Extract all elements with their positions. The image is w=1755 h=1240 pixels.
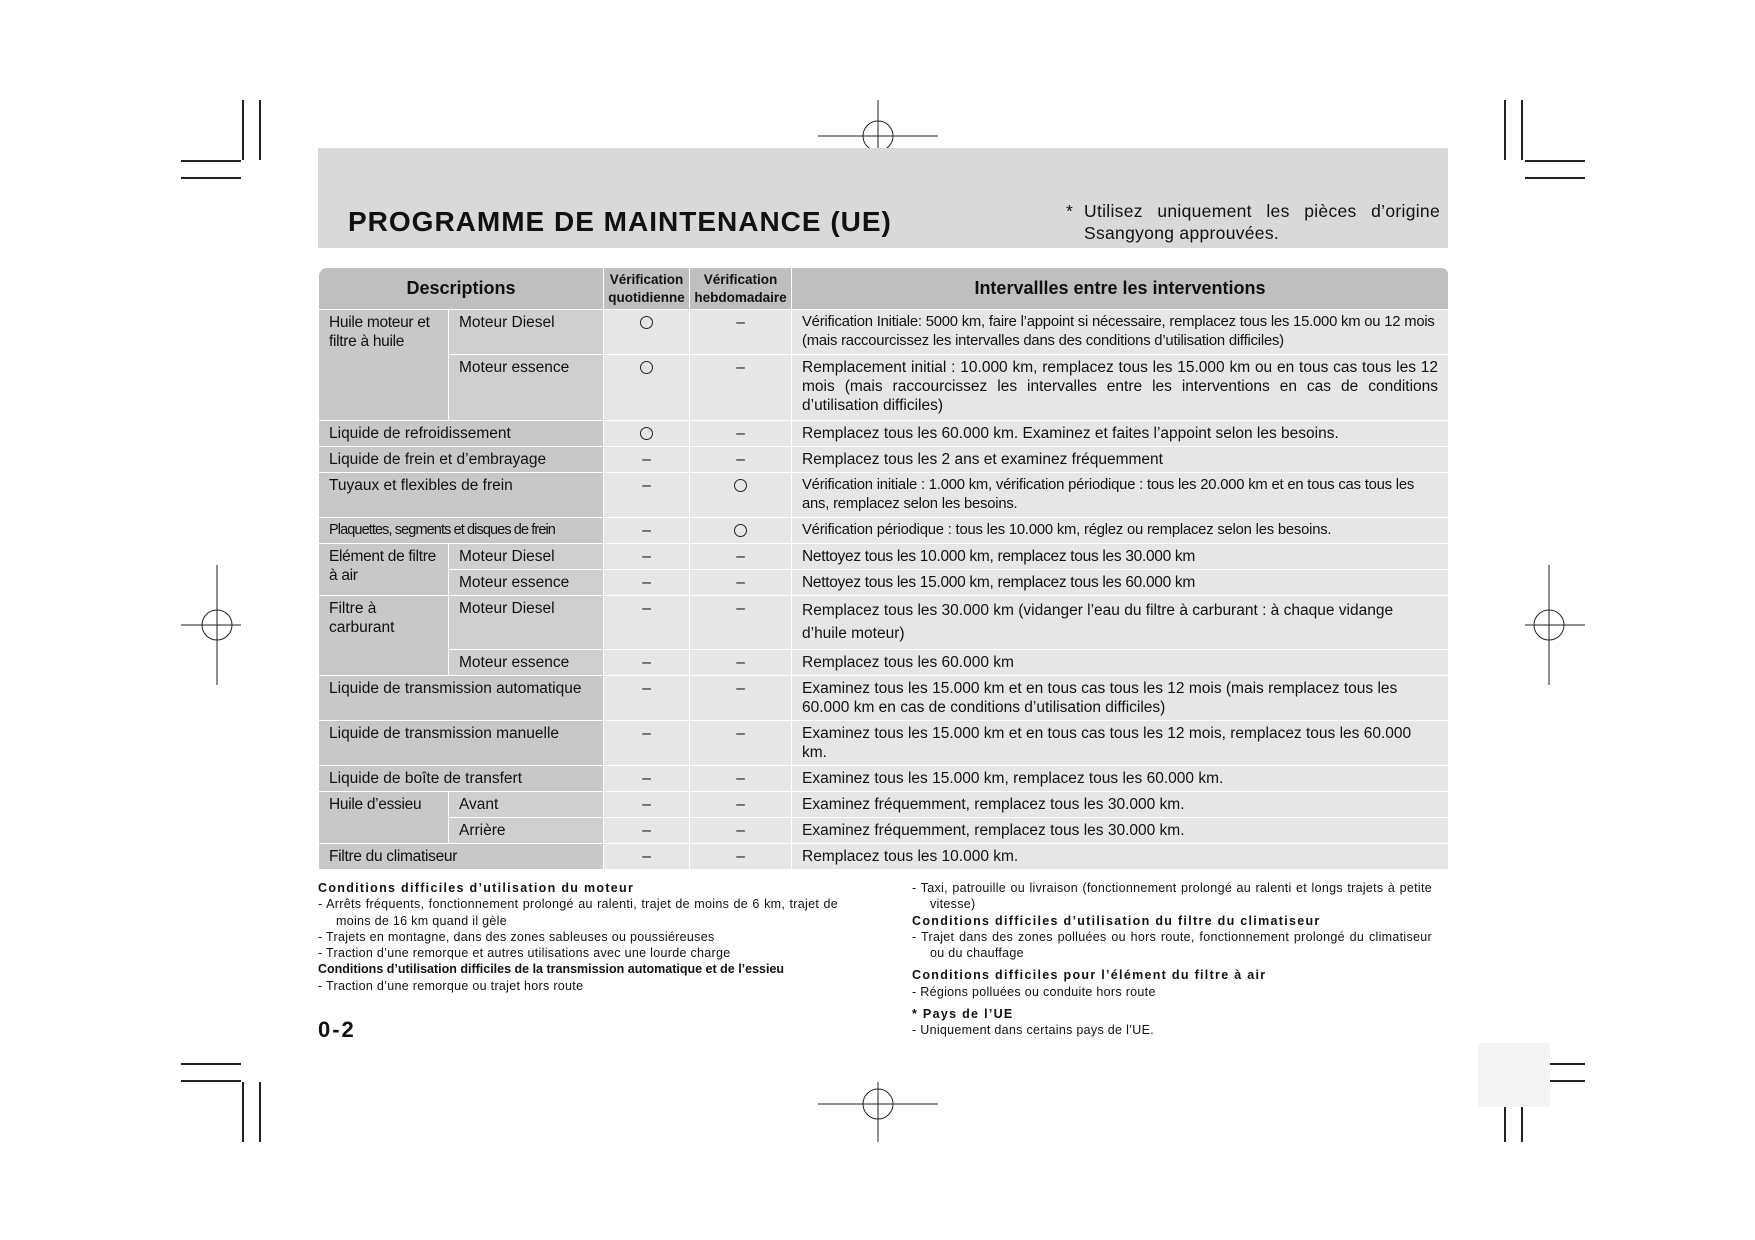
table-row	[319, 721, 1449, 766]
interval-cell: Examinez tous les 15.000 km et en tous cas tous les 12 mois, remplacez tous les 60.000 km.	[792, 721, 1449, 766]
row-sub-rear: Arrière	[449, 818, 604, 844]
note-line-1: Utilisez uniquement les pièces d’origine	[1084, 201, 1440, 221]
header-intervals: Intervallles entre les interventions	[792, 268, 1449, 310]
table-row	[319, 544, 1449, 570]
row-sub-petrol: Moteur essence	[449, 355, 604, 421]
notes-item: - Uniquement dans certains pays de l’UE.	[912, 1023, 1154, 1038]
table-row	[319, 766, 1449, 792]
row-automatic-transmission: Liquide de transmission automatique	[319, 676, 604, 721]
table-row	[319, 473, 1449, 518]
weekly-check-cell: –	[690, 818, 792, 844]
weekly-check-cell: –	[690, 650, 792, 676]
check-circle-icon	[640, 316, 653, 329]
row-sub-diesel: Moteur Diesel	[449, 596, 604, 650]
weekly-check-cell	[690, 473, 792, 518]
interval-cell: Remplacez tous les 2 ans et examinez fréquemment	[792, 447, 1449, 473]
table-row	[319, 596, 1449, 650]
notes-heading: Conditions difficiles d’utilisation du moteur	[318, 881, 635, 895]
row-sub-diesel: Moteur Diesel	[449, 310, 604, 355]
interval-cell: Remplacement initial : 10.000 km, remplacez tous les 15.000 km ou en tous cas tous les 12 mois (mais raccourcissez les intervalles entre les interventions en cas de conditions d’utilisation difficiles)	[792, 355, 1449, 421]
interval-cell: Vérification périodique : tous les 10.000 km, réglez ou remplacez selon les besoins.	[792, 518, 1449, 544]
notes-item: - Régions polluées ou conduite hors route	[912, 984, 1156, 999]
note-line-2: Ssangyong approuvées.	[1084, 223, 1280, 243]
interval-cell: Remplacez tous les 30.000 km (vidanger l’eau du filtre à carburant : à chaque vidange d’huile moteur)	[792, 596, 1449, 650]
daily-check-cell: –	[604, 676, 690, 721]
daily-check-cell: –	[604, 721, 690, 766]
interval-cell: Examinez tous les 15.000 km et en tous cas tous les 12 mois (mais remplacez tous les 60.000 km en cas de conditions d’utilisation difficiles)	[792, 676, 1449, 721]
interval-cell: Examinez fréquemment, remplacez tous les 30.000 km.	[792, 792, 1449, 818]
daily-check-cell: –	[604, 544, 690, 570]
notes-heading: * Pays de l’UE	[912, 1007, 1014, 1022]
row-category-fuel-filter: Filtre à carburant	[319, 596, 449, 676]
notes-heading: Conditions difficiles d’utilisation du filtre du climatiseur	[912, 913, 1321, 928]
interval-cell: Remplacez tous les 60.000 km. Examinez et faites l’appoint selon les besoins.	[792, 421, 1449, 447]
row-sub-petrol: Moteur essence	[449, 650, 604, 676]
row-transfer-case: Liquide de boîte de transfert	[319, 766, 604, 792]
table-row	[319, 421, 1449, 447]
table-row	[319, 355, 1449, 421]
notes-item: - Taxi, patrouille ou livraison (fonctionnement prolongé au ralenti et longs trajets à petite vitesse)	[912, 881, 1432, 912]
daily-check-cell: –	[604, 447, 690, 473]
weekly-check-cell: –	[690, 447, 792, 473]
table-header-row	[319, 268, 1449, 310]
interval-cell: Nettoyez tous les 10.000 km, remplacez tous les 30.000 km	[792, 544, 1449, 570]
daily-check-cell: –	[604, 844, 690, 870]
daily-check-cell: –	[604, 650, 690, 676]
table-row	[319, 518, 1449, 544]
interval-cell: Examinez fréquemment, remplacez tous les 30.000 km.	[792, 818, 1449, 844]
interval-cell: Nettoyez tous les 15.000 km, remplacez tous les 60.000 km	[792, 570, 1449, 596]
daily-check-cell: –	[604, 596, 690, 650]
row-manual-transmission: Liquide de transmission manuelle	[319, 721, 604, 766]
table-row	[319, 310, 1449, 355]
row-sub-front: Avant	[449, 792, 604, 818]
check-circle-icon	[734, 479, 747, 492]
row-category-air-filter: Elément de filtre à air	[319, 544, 449, 596]
weekly-check-cell: –	[690, 766, 792, 792]
table-row	[319, 570, 1449, 596]
weekly-check-cell: –	[690, 792, 792, 818]
check-circle-icon	[640, 361, 653, 374]
weekly-check-cell: –	[690, 844, 792, 870]
notes-item: - Trajet dans des zones polluées ou hors route, fonctionnement prolongé du climatiseur ou du chauffage	[912, 929, 1432, 961]
daily-check-cell	[604, 355, 690, 421]
notes-item: - Trajets en montagne, dans des zones sableuses ou poussiéreuses	[318, 929, 715, 944]
row-brake-hoses: Tuyaux et flexibles de frein	[319, 473, 604, 518]
notes-heading: Conditions d’utilisation difficiles de la transmission automatique et de l’essieu	[318, 962, 785, 977]
daily-check-cell: –	[604, 570, 690, 596]
table-row	[319, 792, 1449, 818]
daily-check-cell: –	[604, 473, 690, 518]
table-row	[319, 844, 1449, 870]
row-brake-fluid: Liquide de frein et d’embrayage	[319, 447, 604, 473]
notes-item: - Traction d’une remorque ou trajet hors route	[318, 978, 584, 993]
row-coolant: Liquide de refroidissement	[319, 421, 604, 447]
daily-check-cell	[604, 310, 690, 355]
weekly-check-cell	[690, 518, 792, 544]
header-descriptions: Descriptions	[319, 268, 604, 310]
row-category-axle-oil: Huile d’essieu	[319, 792, 449, 844]
notes-item: - Arrêts fréquents, fonctionnement prolongé au ralenti, trajet de moins de 6 km, trajet de moins de 16 km quand il gèle	[318, 897, 838, 928]
interval-cell: Vérification initiale : 1.000 km, vérification périodique : tous les 20.000 km et en tous cas tous les ans, remplacez selon les besoins.	[792, 473, 1449, 518]
weekly-check-cell: –	[690, 570, 792, 596]
table-row	[319, 818, 1449, 844]
row-sub-petrol: Moteur essence	[449, 570, 604, 596]
notes-left	[318, 880, 838, 994]
registration-mark-bottom	[818, 1082, 938, 1142]
thumb-tab	[1478, 1043, 1550, 1107]
row-sub-diesel: Moteur Diesel	[449, 544, 604, 570]
interval-cell: Vérification Initiale: 5000 km, faire l’appoint si nécessaire, remplacez tous les 15.000 km ou 12 mois (mais raccourcissez les intervalles dans des conditions d’utilisation difficiles)	[792, 310, 1449, 355]
table-row	[319, 676, 1449, 721]
daily-check-cell: –	[604, 818, 690, 844]
header-weekly-check: Vérification hebdomadaire	[690, 268, 792, 310]
notes-right	[912, 880, 1432, 1039]
header-note	[1066, 200, 1440, 244]
maintenance-table	[318, 267, 1449, 870]
check-circle-icon	[640, 427, 653, 440]
weekly-check-cell: –	[690, 310, 792, 355]
weekly-check-cell: –	[690, 676, 792, 721]
row-brake-pads: Plaquettes, segments et disques de frein	[319, 518, 604, 544]
check-circle-icon	[734, 524, 747, 537]
interval-cell: Remplacez tous les 60.000 km	[792, 650, 1449, 676]
row-category-engine-oil: Huile moteur et filtre à huile	[319, 310, 449, 421]
daily-check-cell: –	[604, 766, 690, 792]
weekly-check-cell: –	[690, 421, 792, 447]
notes-item: - Traction d’une remorque et autres utilisations avec une lourde charge	[318, 946, 731, 961]
daily-check-cell: –	[604, 518, 690, 544]
row-ac-filter: Filtre du climatiseur	[319, 844, 604, 870]
interval-cell: Remplacez tous les 10.000 km.	[792, 844, 1449, 870]
registration-mark-left	[181, 565, 241, 685]
registration-mark-right	[1525, 565, 1585, 685]
page-number: 0-2	[318, 1017, 356, 1042]
table-row	[319, 447, 1449, 473]
table-row	[319, 650, 1449, 676]
page-title: PROGRAMME DE MAINTENANCE (UE)	[348, 206, 892, 237]
header-daily-check: Vérification quotidienne	[604, 268, 690, 310]
weekly-check-cell: –	[690, 544, 792, 570]
daily-check-cell	[604, 421, 690, 447]
notes-heading: Conditions difficiles pour l’élément du filtre à air	[912, 968, 1267, 983]
daily-check-cell: –	[604, 792, 690, 818]
weekly-check-cell: –	[690, 596, 792, 650]
note-star: *	[1066, 201, 1074, 221]
interval-cell: Examinez tous les 15.000 km, remplacez tous les 60.000 km.	[792, 766, 1449, 792]
weekly-check-cell: –	[690, 721, 792, 766]
weekly-check-cell: –	[690, 355, 792, 421]
